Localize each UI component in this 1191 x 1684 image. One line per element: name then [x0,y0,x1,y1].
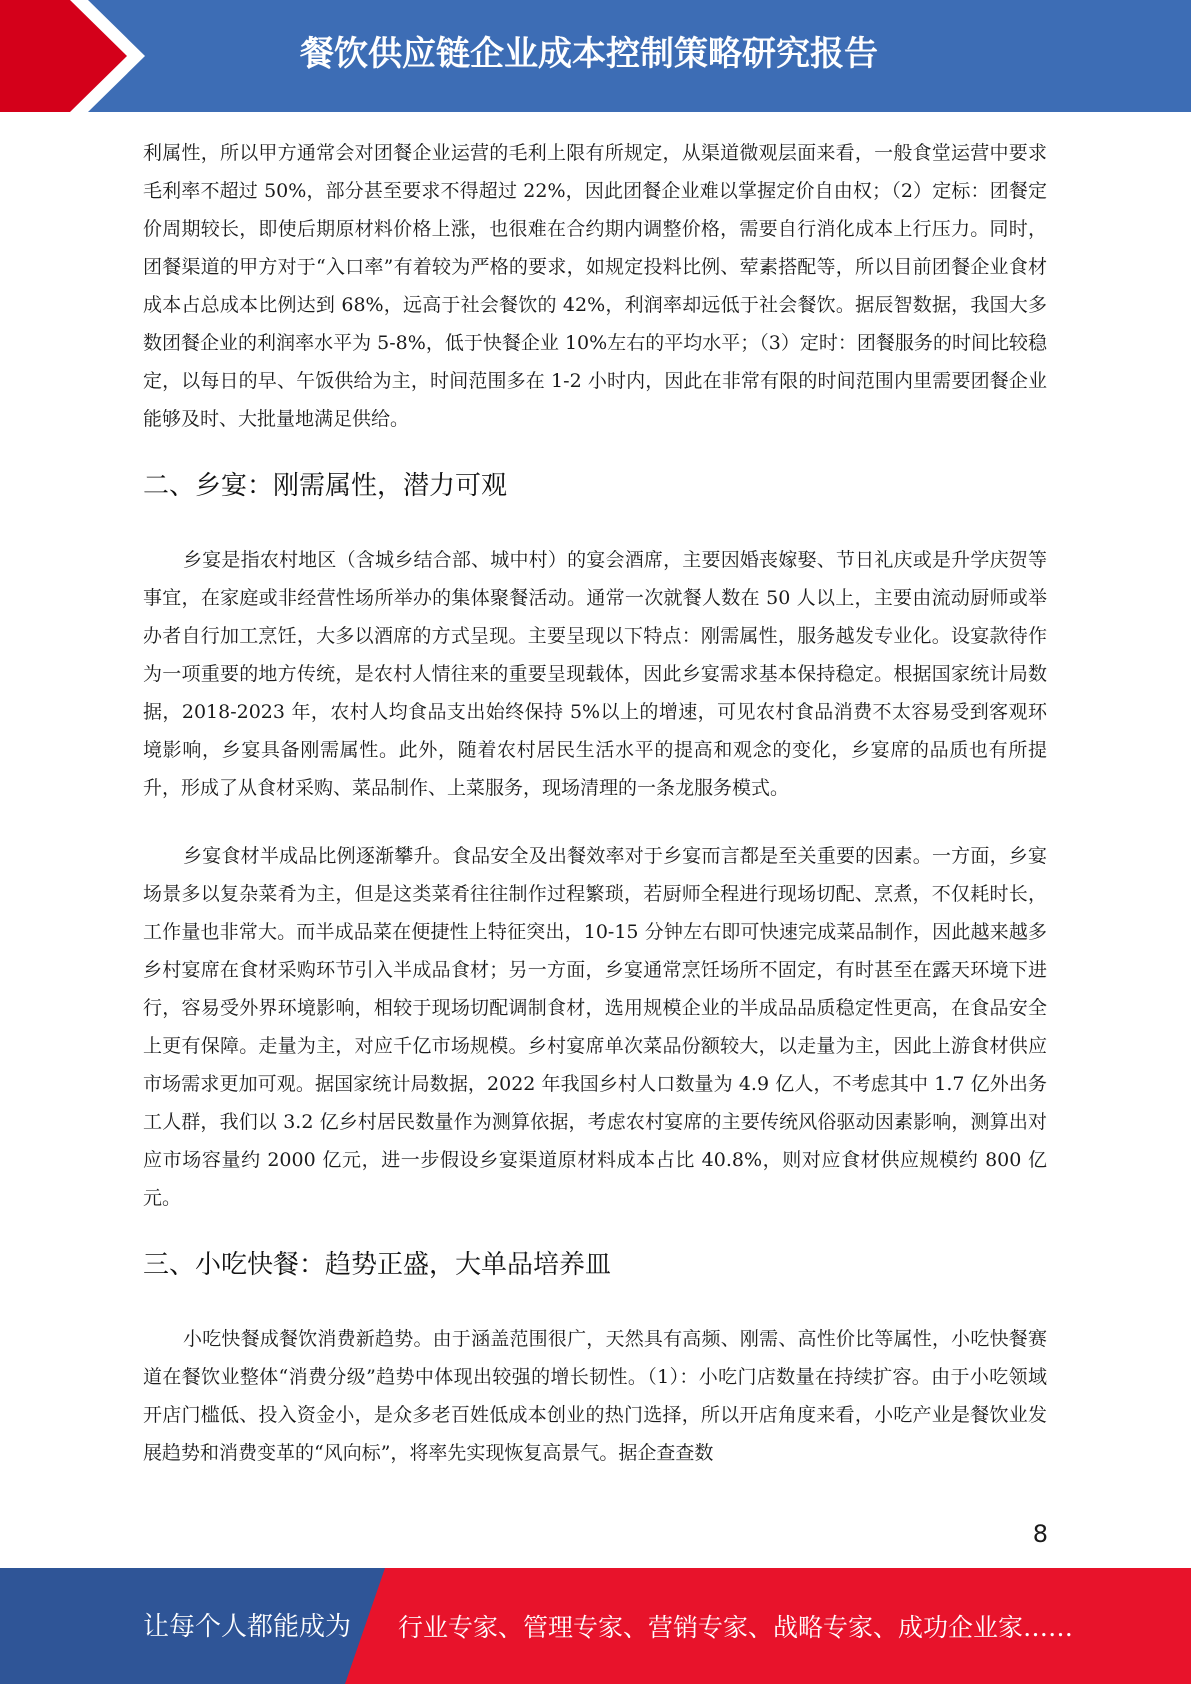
section-heading-3: 三、小吃快餐：趋势正盛，大单品培养皿 [143,1250,612,1280]
page-footer [0,1568,1191,1684]
footer-slogan-right: 行业专家、管理专家、营销专家、战略专家、成功企业家…… [398,1613,1074,1642]
page-content [143,134,1047,1472]
section-heading-2: 二、乡宴：刚需属性，潜力可观 [143,471,508,501]
header-arrow-decoration [0,0,160,112]
report-title: 餐饮供应链企业成本控制策略研究报告 [300,34,878,74]
paragraph-3: 乡宴食材半成品比例逐渐攀升。食品安全及出餐效率对于乡宴而言都是至关重要的因素。一方面，乡宴场景多以复杂菜肴为主，但是这类菜肴往往制作过程繁琐，若厨师全程进行现场切配、烹煮，不仅耗时长，工作量也非常大。而半成品菜在便捷性上特征突出，10-15 分钟左右即可快速完成菜品制作，因此越来越多乡村宴席在食材采购环节引入半成品食材；另一方面，乡宴通常烹饪场所不固定，有时甚至在露天环境下进行，容易受外界环境影响，相较于现场切配调制食材，选用规模企业的半成品品质稳定性更高，在食品安全上更有保障。走量为主，对应千亿市场规模。乡村宴席单次菜品份额较大，以走量为主，因此上游食材供应市场需求更加可观。据国家统计局数据，2022 年我国乡村人口数量为 4.9 亿人，不考虑其中 1.7 亿外出务工人群，我们以 3.2 亿乡村居民数量作为测算依据，考虑农村宴席的主要传统风俗驱动因素影响，测算出对应市场容量约 2000 亿元，进一步假设乡宴渠道原材料成本占比 40.8%，则对应食材供应规模约 800 亿元。 [143,845,1047,1209]
footer-slogan-left: 让每个人都能成为 [143,1612,352,1642]
page-header [0,0,1191,112]
paragraph-2: 乡宴是指农村地区（含城乡结合部、城中村）的宴会酒席，主要因婚丧嫁娶、节日礼庆或是升学庆贺等事宜，在家庭或非经营性场所举办的集体聚餐活动。通常一次就餐人数在 50 人以上，主要由流动厨师或举办者自行加工烹饪，大多以酒席的方式呈现。主要呈现以下特点：刚需属性，服务越发专业化。设宴款待作为一项重要的地方传统，是农村人情往来的重要呈现载体，因此乡宴需求基本保持稳定。根据国家统计局数据，2018-2023 年，农村人均食品支出始终保持 5%以上的增速，可见农村食品消费不太容易受到客观环境影响，乡宴具备刚需属性。此外，随着农村居民生活水平的提高和观念的变化，乡宴席的品质也有所提升，形成了从食材采购、菜品制作、上菜服务，现场清理的一条龙服务模式。 [143,549,1047,799]
page-number: 8 [1032,1520,1048,1548]
paragraph-4: 小吃快餐成餐饮消费新趋势。由于涵盖范围很广，天然具有高频、刚需、高性价比等属性，小吃快餐赛道在餐饮业整体“消费分级”趋势中体现出较强的增长韧性。（1）：小吃门店数量在持续扩容。由于小吃领域开店门槛低、投入资金小，是众多老百姓低成本创业的热门选择，所以开店角度来看，小吃产业是餐饮业发展趋势和消费变革的“风向标”，将率先实现恢复高景气。据企查查数 [143,1328,1047,1464]
paragraph-1: 利属性，所以甲方通常会对团餐企业运营的毛利上限有所规定，从渠道微观层面来看，一般食堂运营中要求毛利率不超过 50%，部分甚至要求不得超过 22%，因此团餐企业难以掌握定价自由权；（2）定标：团餐定价周期较长，即使后期原材料价格上涨，也很难在合约期内调整价格，需要自行消化成本上行压力。同时，团餐渠道的甲方对于“入口率”有着较为严格的要求，如规定投料比例、荤素搭配等，所以目前团餐企业食材成本占总成本比例达到 68%，远高于社会餐饮的 42%，利润率却远低于社会餐饮。据辰智数据，我国大多数团餐企业的利润率水平为 5-8%，低于快餐企业 10%左右的平均水平；（3）定时：团餐服务的时间比较稳定，以每日的早、午饭供给为主，时间范围多在 1-2 小时内，因此在非常有限的时间范围内里需要团餐企业能够及时、大批量地满足供给。 [143,142,1047,430]
